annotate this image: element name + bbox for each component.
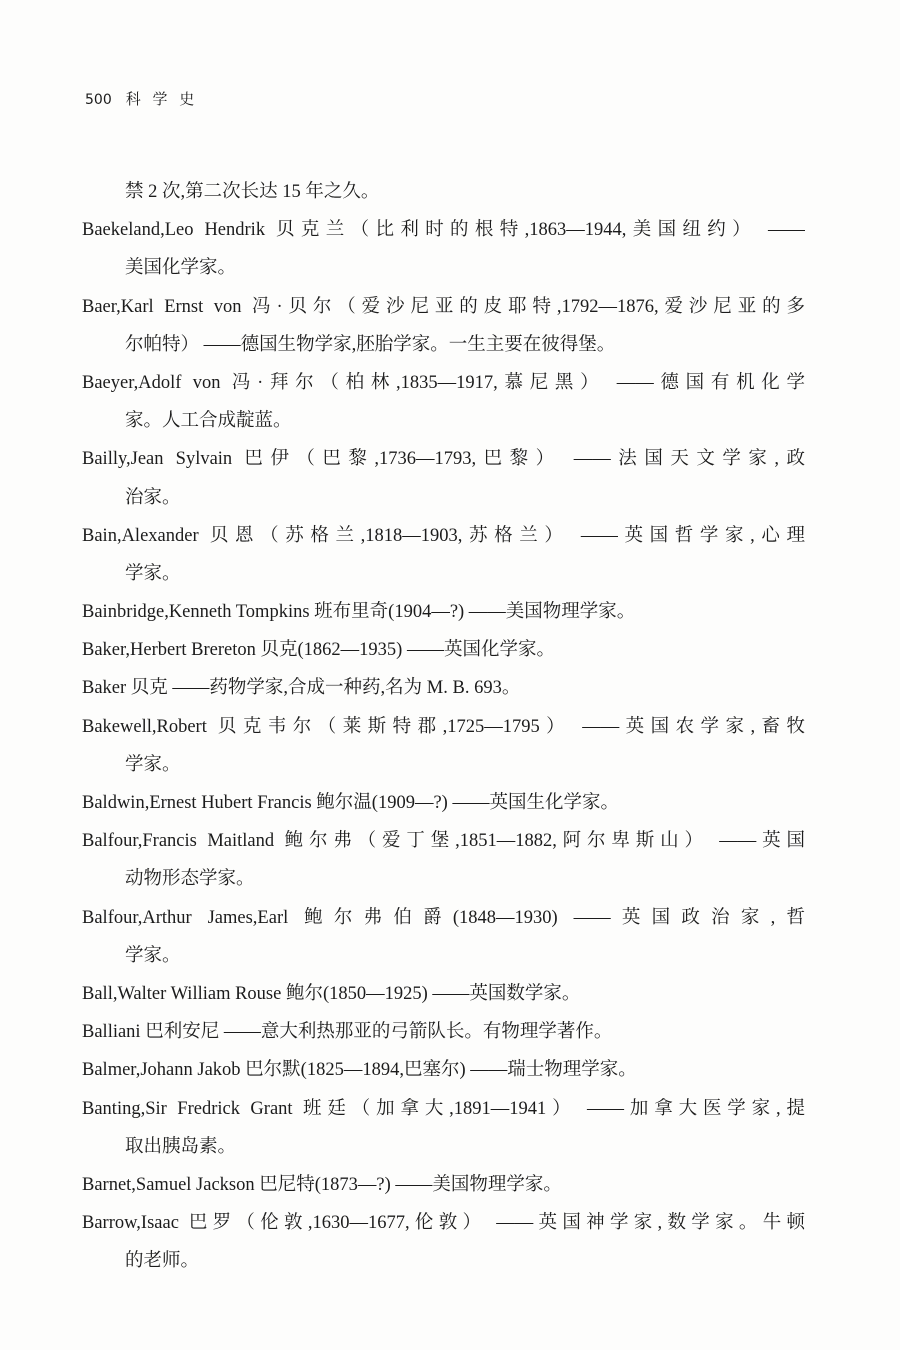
entry-headline: Bailly,Jean Sylvain 巴伊（巴黎,1736—1793,巴黎） ——法国天文学家,政 xyxy=(82,449,805,470)
entry-headline: Baeyer,Adolf von 冯·拜尔（柏林,1835—1917,慕尼黑） ——德国有机化学 xyxy=(82,372,805,393)
running-header xyxy=(85,90,198,110)
dictionary-entry xyxy=(82,1051,805,1089)
entry-headline: Bainbridge,Kenneth Tompkins 班布里奇(1904—?) ——美国物理学家。 xyxy=(82,602,636,623)
dictionary-entry xyxy=(82,1090,805,1166)
running-title: 科 学 史 xyxy=(125,92,199,108)
dictionary-entry xyxy=(82,593,805,631)
dictionary-entry xyxy=(82,1013,805,1051)
entry-headline: Bakewell,Robert 贝克韦尔（莱斯特郡,1725—1795） ——英国农学家,畜牧 xyxy=(82,716,805,737)
entry-headline: Baker,Herbert Brereton 贝克(1862—1935) ——英国化学家。 xyxy=(82,640,555,661)
dictionary-entry xyxy=(82,364,805,440)
dictionary-entry xyxy=(82,288,805,364)
entry-continuation-line: 学家。 xyxy=(125,754,181,775)
dictionary-entry xyxy=(82,1204,805,1280)
dictionary-entry xyxy=(82,899,805,975)
entry-headline: Banting,Sir Fredrick Grant 班廷（加拿大,1891—1941） ——加拿大医学家,提 xyxy=(82,1098,805,1119)
entry-continuation-line: 动物形态学家。 xyxy=(125,869,255,890)
entry-continuation-line: 学家。 xyxy=(125,945,181,966)
entry-headline: Bain,Alexander 贝恩（苏格兰,1818—1903,苏格兰） ——英国哲学家,心理 xyxy=(82,525,805,546)
entry-continuation-line: 治家。 xyxy=(125,487,181,508)
dictionary-entry xyxy=(82,669,805,707)
entry-headline: Baker 贝克 ——药物学家,合成一种药,名为 M. B. 693。 xyxy=(82,678,521,699)
entry-continuation-line: 学家。 xyxy=(125,563,181,584)
dictionary-entry xyxy=(82,708,805,784)
dictionary-entry xyxy=(82,784,805,822)
dictionary-entry xyxy=(82,211,805,287)
carryover-line: 禁 2 次,第二次长达 15 年之久。 xyxy=(125,182,380,202)
entry-continuation-line: 家。人工合成靛蓝。 xyxy=(125,411,292,432)
entry-continuation-line: 的老师。 xyxy=(125,1251,200,1272)
entry-headline: Barnet,Samuel Jackson 巴尼特(1873—?) ——美国物理学家。 xyxy=(82,1174,562,1195)
entry-continuation-line: 取出胰岛素。 xyxy=(125,1136,237,1157)
dictionary-entries xyxy=(82,173,805,1280)
entry-headline: Ball,Walter William Rouse 鲍尔(1850—1925) ——英国数学家。 xyxy=(82,983,581,1004)
dictionary-entry xyxy=(82,975,805,1013)
dictionary-entry xyxy=(82,517,805,593)
dictionary-entry xyxy=(82,1166,805,1204)
entry-headline: Balfour,Francis Maitland 鲍尔弗（爱丁堡,1851—1882,阿尔卑斯山） ——英国 xyxy=(82,831,805,852)
entry-headline: Barrow,Isaac 巴罗（伦敦,1630—1677,伦敦） ——英国神学家,数学家。牛顿 xyxy=(82,1213,805,1234)
entry-headline: Baekeland,Leo Hendrik 贝克兰（比利时的根特,1863—1944,美国纽约） —— xyxy=(82,220,805,241)
dictionary-entry xyxy=(82,440,805,516)
entry-continuation-line: 尔帕特） ——德国生物学家,胚胎学家。一生主要在彼得堡。 xyxy=(125,334,616,355)
page-number: 500 xyxy=(85,92,112,108)
entry-headline: Balliani 巴利安尼 ——意大利热那亚的弓箭队长。有物理学著作。 xyxy=(82,1022,613,1043)
entry-headline: Balfour,Arthur James,Earl 鲍尔弗伯爵(1848—1930) ——英国政治家,哲 xyxy=(82,907,805,928)
entry-headline: Balmer,Johann Jakob 巴尔默(1825—1894,巴塞尔) ——瑞士物理学家。 xyxy=(82,1060,637,1081)
dictionary-entry xyxy=(82,822,805,898)
entry-headline: Baer,Karl Ernst von 冯·贝尔（爱沙尼亚的皮耶特,1792—1876,爱沙尼亚的多 xyxy=(82,296,805,317)
dictionary-entry xyxy=(82,631,805,669)
entry-continuation-line: 美国化学家。 xyxy=(125,258,237,279)
entry-headline: Baldwin,Ernest Hubert Francis 鲍尔温(1909—?) ——英国生化学家。 xyxy=(82,793,619,813)
